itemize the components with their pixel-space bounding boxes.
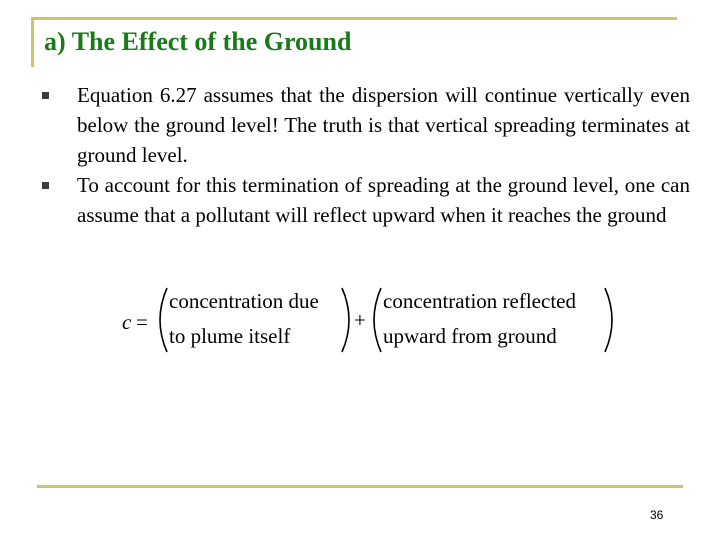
bullet-item [36, 80, 690, 170]
square-bullet-icon [42, 182, 49, 189]
title-frame-top-rule [31, 17, 677, 20]
term1-line2: to plume itself [169, 324, 291, 348]
bullet-item [36, 170, 690, 230]
footer-rule [37, 485, 683, 488]
title-frame-left-rule [31, 17, 34, 67]
equation-plus: + [354, 308, 366, 332]
slide-title: a) The Effect of the Ground [44, 27, 352, 56]
bullet-text: To account for this termination of spreading at the ground level, one can assume that a pollutant will reflect upward when it reaches the ground [77, 173, 690, 227]
bullet-list [36, 80, 690, 230]
concentration-equation [120, 282, 620, 358]
equation-equals: = [136, 310, 148, 334]
right-paren-2 [605, 288, 612, 352]
right-paren-1 [342, 288, 349, 352]
page-number: 36 [650, 508, 664, 522]
bullet-text: Equation 6.27 assumes that the dispersion will continue vertically even below the ground level! The truth is that vertical spreading terminates at ground level. [77, 83, 690, 167]
square-bullet-icon [42, 92, 49, 99]
left-paren-1 [160, 288, 167, 352]
term1-line1: concentration due [169, 289, 319, 313]
term2-line1: concentration reflected [383, 289, 576, 313]
left-paren-2 [374, 288, 381, 352]
term2-line2: upward from ground [383, 324, 557, 348]
equation-lhs: c [122, 310, 132, 334]
